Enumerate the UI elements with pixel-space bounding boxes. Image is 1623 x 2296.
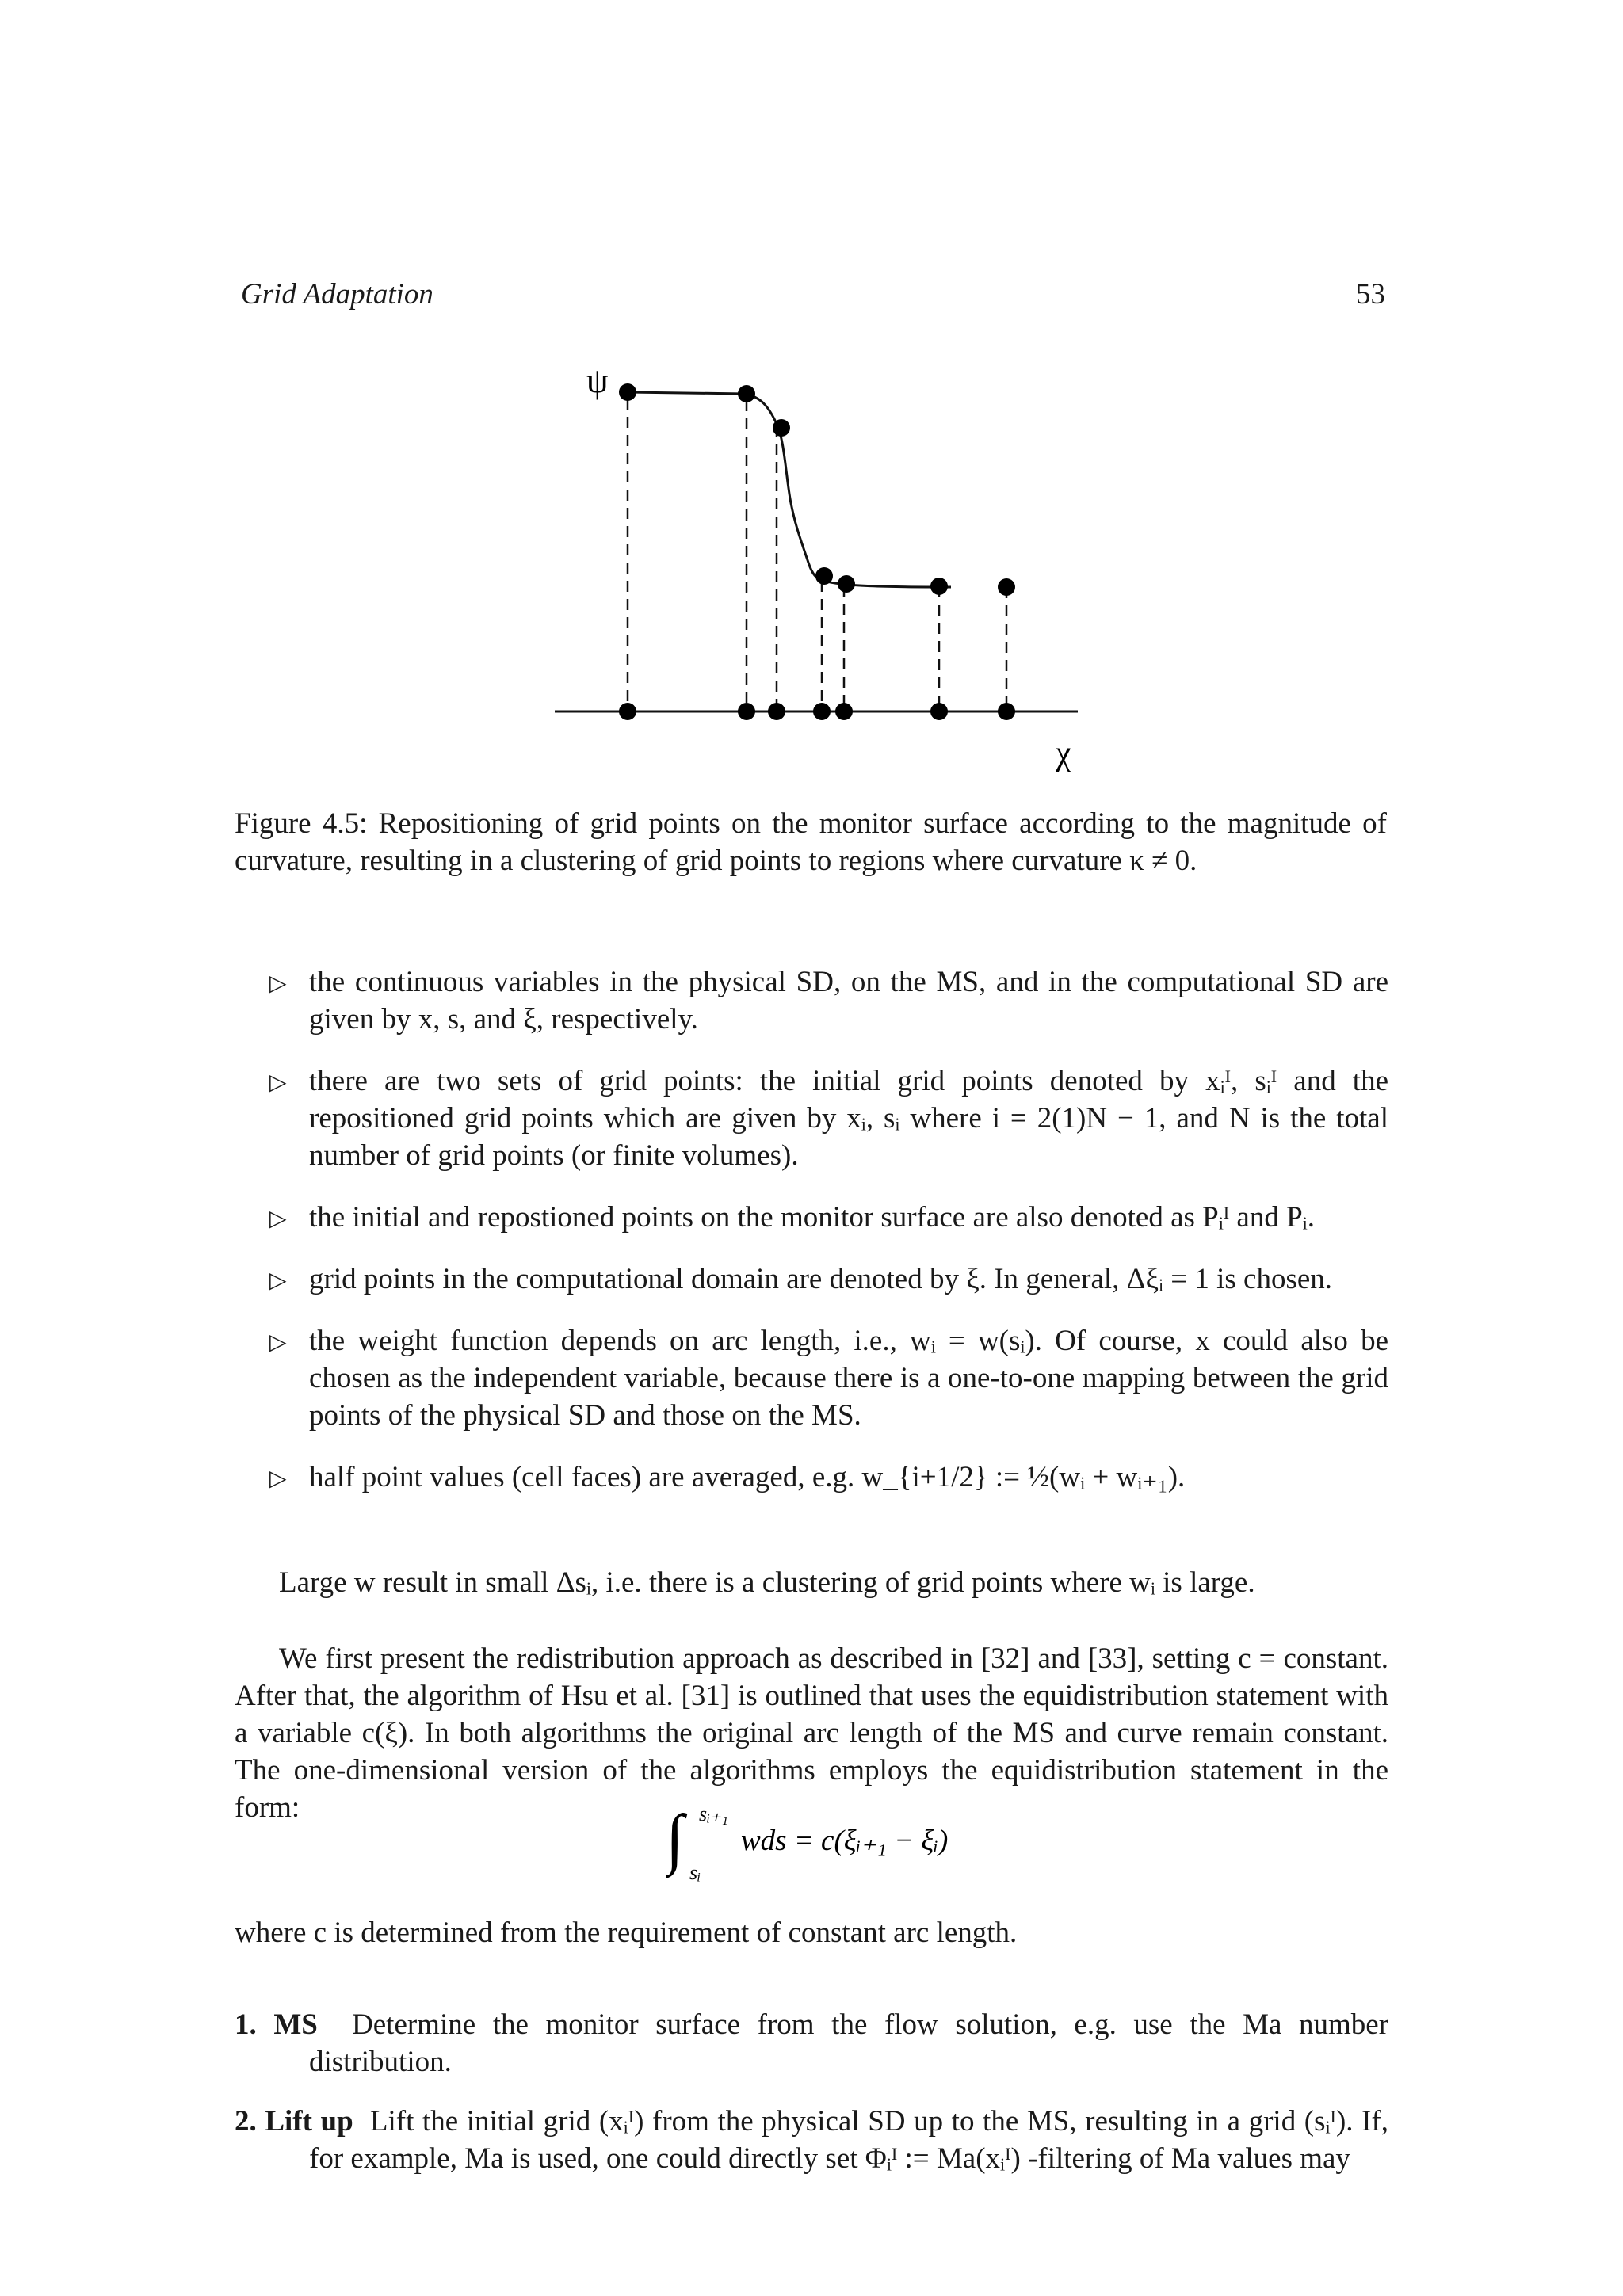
paragraph: Large w result in small Δsᵢ, i.e. there is a clustering of grid points where wᵢ is large. bbox=[279, 1566, 1255, 1599]
paragraph: where c is determined from the requirement of constant arc length. bbox=[235, 1917, 1018, 1949]
equidistribution-equation bbox=[666, 1798, 999, 1886]
list-item: ▷ grid points in the computational domain are denoted by ξ. In general, Δξᵢ = 1 is chosen. bbox=[269, 1261, 1388, 1298]
monitor-surface-points bbox=[619, 383, 1015, 596]
triangle-bullet-icon: ▷ bbox=[269, 1330, 287, 1355]
list-item: ▷ the initial and repostioned points on the monitor surface are also denoted as Pᵢᴵ and Pᵢ. bbox=[269, 1199, 1388, 1236]
triangle-bullet-icon: ▷ bbox=[269, 971, 287, 996]
list-item: ▷ the continuous variables in the physical SD, on the MS, and in the computational SD are given by x, s, and ξ, respectively. bbox=[269, 966, 1388, 1035]
triangle-bullet-icon: ▷ bbox=[269, 1466, 287, 1491]
y-axis-label: ψ bbox=[586, 361, 609, 400]
integral-lower-limit: sᵢ bbox=[689, 1861, 701, 1884]
bullet-list bbox=[269, 963, 1388, 1520]
list-item: 2. Lift up Lift the initial grid (xᵢᴵ) from the physical SD up to the MS, resulting in a grid (sᵢᴵ). If, for example, Ma is used, one could directly set Φᵢᴵ := Ma(xᵢᴵ) -filtering of Ma values may bbox=[235, 2105, 1388, 2175]
triangle-bullet-icon: ▷ bbox=[269, 1070, 287, 1095]
integral-sign: ∫ bbox=[666, 1802, 685, 1875]
figure-4-5 bbox=[539, 360, 1094, 772]
triangle-bullet-icon: ▷ bbox=[269, 1207, 287, 1231]
list-item: ▷ the weight function depends on arc length, i.e., wᵢ = w(sᵢ). Of course, x could also be chosen as the independent variable, because there is a one-to-one mapping between the grid points of the physical SD and those on the MS. bbox=[269, 1325, 1388, 1432]
running-header-title: Grid Adaptation bbox=[241, 278, 433, 311]
paragraph: We first present the redistribution approach as described in [32] and [33], setting c = constant. After that, the algorithm of Hsu et al. [31] is outlined that uses the equidistribution statement with a variable c(ξ). In both algorithms the original arc length of the MS and curve remain constant. The one-dimensional version of the algorithms employs the equidistribution statement in the form: bbox=[235, 1642, 1388, 1824]
list-item: ▷ half point values (cell faces) are averaged, e.g. w_{i+1/2} := ½(wᵢ + wᵢ₊₁). bbox=[269, 1459, 1388, 1496]
algorithm-steps bbox=[235, 2006, 1388, 2199]
x-axis-label: χ bbox=[1056, 734, 1071, 772]
list-item: ▷ there are two sets of grid points: the initial grid points denoted by xᵢᴵ, sᵢᴵ and the repositioned grid points which are given by xᵢ, sᵢ where i = 2(1)N − 1, and N is the total number of grid points (or finite volumes). bbox=[269, 1065, 1388, 1172]
monitor-surface-curve bbox=[628, 392, 951, 587]
integral-upper-limit: sᵢ₊₁ bbox=[699, 1802, 728, 1825]
figure-caption: Figure 4.5: Repositioning of grid points on the monitor surface according to the magnitude of curvature, resulting in a clustering of grid points to regions where curvature κ ≠ 0. bbox=[235, 807, 1387, 877]
triangle-bullet-icon: ▷ bbox=[269, 1268, 287, 1293]
projection-lines bbox=[628, 399, 1006, 711]
page-number: 53 bbox=[1356, 278, 1385, 311]
list-item: 1. MS Determine the monitor surface from the flow solution, e.g. use the Ma number distribution. bbox=[235, 2008, 1389, 2078]
equation-body: wds = c(ξᵢ₊₁ − ξᵢ) bbox=[741, 1825, 949, 1857]
